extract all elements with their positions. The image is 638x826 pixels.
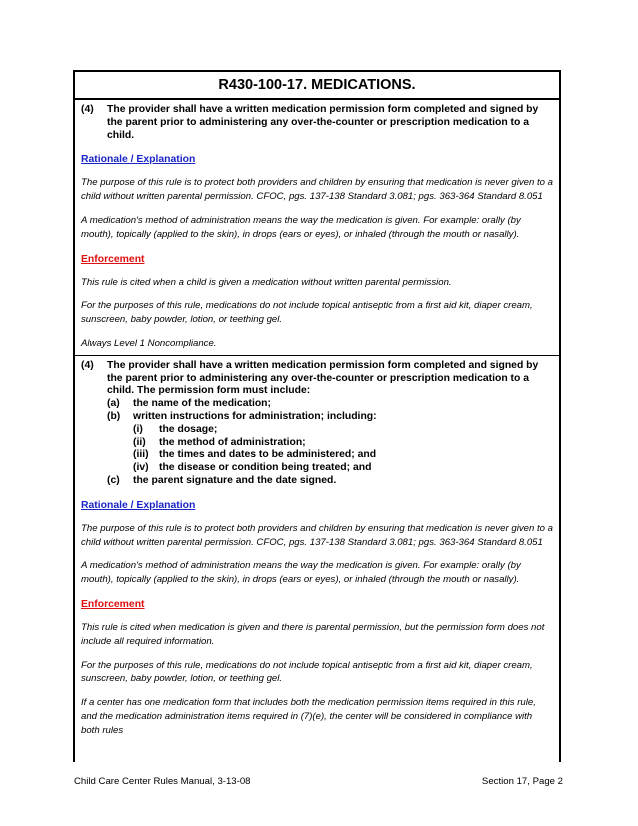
rule-number: (4) <box>81 104 94 115</box>
rationale-paragraph: A medication's method of administration means the way the medication is given. For example: orally (by mouth), topically (applied to the skin), in drops (ears or eyes), or inhaled (through the mouth or nasally). <box>81 214 521 240</box>
rationale-heading: Rationale / Explanation <box>81 499 196 511</box>
enforcement-paragraph: This rule is cited when medication is given and there is parental permission, but the permission form does not include all required information. <box>81 621 545 647</box>
enforcement-paragraph: If a center has one medication form that includes both the medication permission items required in this rule, and the medication administration items required in (7)(e), the center will be considered in compliance with both rules <box>81 697 536 736</box>
rationale-paragraph: The purpose of this rule is to protect both providers and children by ensuring that medication is never given to a child without written parental permission. CFOC, pgs. 137-138 Standard 3.081; pgs. 363-364 Standard 8.051 <box>81 522 553 548</box>
enforcement-heading: Enforcement <box>81 253 145 265</box>
page-title: R430-100-17. MEDICATIONS. <box>75 72 559 100</box>
enforcement-paragraph: For the purposes of this rule, medications do not include topical antiseptic from a first aid kit, diaper cream, sunscreen, baby powder, lotion, or teething gel. <box>81 300 533 326</box>
rationale-heading: Rationale / Explanation <box>81 154 196 166</box>
enforcement-heading: Enforcement <box>81 598 145 610</box>
rule-item: (b) written instructions for administration; including: <box>107 410 377 422</box>
rule-item: (a) the name of the medication; <box>107 398 271 410</box>
rule-section-1 <box>75 104 559 351</box>
rule-item: (c) the parent signature and the date signed. <box>107 474 337 486</box>
rule-section-2 <box>75 355 559 738</box>
rule-subitem: (ii) the method of administration; <box>133 436 306 448</box>
rule-frame <box>73 70 561 762</box>
rule-text: The provider shall have a written medication permission form completed and signed by the parent prior to administering any over-the-counter or prescription medication to a child. The permission form must include: <box>107 359 539 397</box>
enforcement-paragraph: This rule is cited when a child is given a medication without written parental permission. <box>81 276 452 288</box>
rule-text: The provider shall have a written medication permission form completed and signed by the parent prior to administering any over-the-counter or prescription medication to a child. <box>107 104 539 141</box>
rule-statement <box>81 360 553 488</box>
footer-manual-title: Child Care Center Rules Manual, 3-13-08 <box>74 776 251 787</box>
rationale-paragraph: A medication's method of administration means the way the medication is given. For example: orally (by mouth), topically (applied to the skin), in drops (ears or eyes), or inhaled (through the mouth or nasally). <box>81 560 521 586</box>
footer-page-number: Section 17, Page 2 <box>481 776 563 787</box>
enforcement-paragraph: Always Level 1 Noncompliance. <box>81 337 217 349</box>
rule-statement <box>81 104 553 142</box>
rule-subitem: (iv) the disease or condition being treated; and <box>133 462 372 474</box>
enforcement-paragraph: For the purposes of this rule, medications do not include topical antiseptic from a first aid kit, diaper cream, sunscreen, baby powder, lotion, or teething gel. <box>81 659 533 685</box>
rule-subitem: (iii) the times and dates to be administered; and <box>133 449 377 461</box>
rule-number: (4) <box>81 359 94 371</box>
rule-subitem: (i) the dosage; <box>133 423 218 435</box>
rationale-paragraph: The purpose of this rule is to protect both providers and children by ensuring that medication is never given to a child without written parental permission. CFOC, pgs. 137-138 Standard 3.081; pgs. 363-364 Standard 8.051 <box>81 177 553 203</box>
